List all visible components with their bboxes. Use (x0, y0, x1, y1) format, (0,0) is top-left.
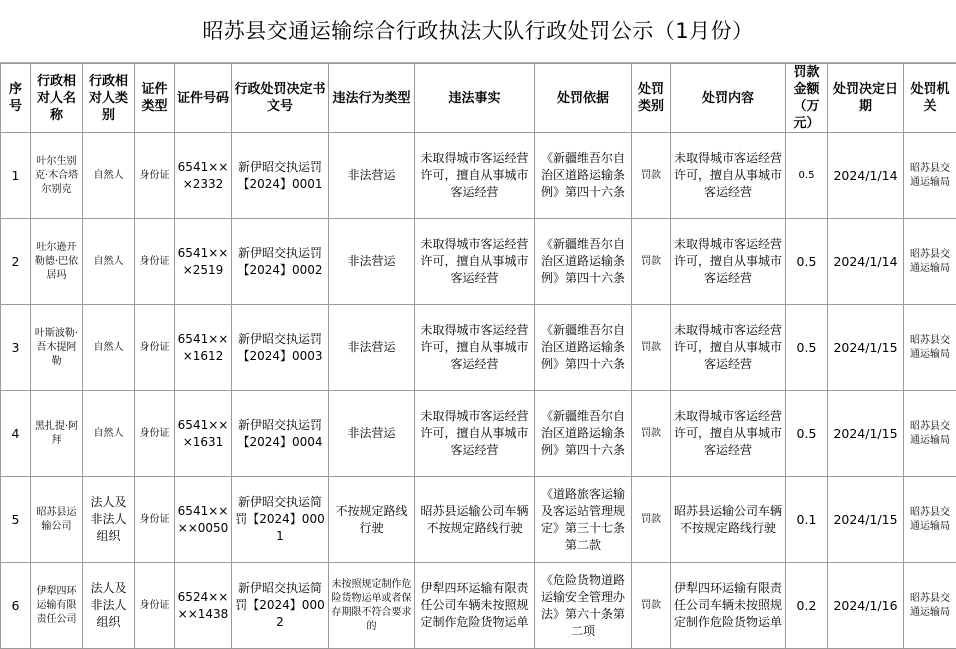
cell-date: 2024/1/16 (828, 563, 904, 649)
col-header-basis: 处罚依据 (535, 64, 632, 133)
table-row (1, 477, 956, 563)
cell-facts: 伊犁四环运输有限责任公司车辆未按照规定制作危险货物运单 (415, 563, 535, 649)
cell-name: 叶斯波勒·吾木提阿勒 (31, 305, 83, 391)
table-body (1, 133, 956, 649)
cell-seq: 5 (1, 477, 31, 563)
cell-facts: 未取得城市客运经营许可，擅自从事城市客运经营 (415, 133, 535, 219)
cell-penalty-content: 未取得城市客运经营许可，擅自从事城市客运经营 (671, 391, 786, 477)
cell-violation-type: 非法营运 (329, 305, 415, 391)
cell-category: 自然人 (83, 219, 135, 305)
table-row (1, 305, 956, 391)
cell-authority: 昭苏县交通运输局 (904, 219, 956, 305)
col-header-seq: 序号 (1, 64, 31, 133)
cell-category: 法人及非法人组织 (83, 563, 135, 649)
cell-id-type: 身份证 (135, 133, 175, 219)
col-header-category: 行政相对人类别 (83, 64, 135, 133)
cell-penalty-type: 罚款 (632, 133, 671, 219)
table-row (1, 133, 956, 219)
table-row (1, 391, 956, 477)
cell-authority: 昭苏县交通运输局 (904, 477, 956, 563)
sheet-title: 昭苏县交通运输综合行政执法大队行政处罚公示（1月份） (0, 0, 956, 63)
col-header-amount: 罚款金额（万元） (786, 64, 828, 133)
cell-penalty-type: 罚款 (632, 477, 671, 563)
cell-seq: 4 (1, 391, 31, 477)
cell-id-type: 身份证 (135, 477, 175, 563)
cell-id-number: 6541×××1631 (175, 391, 232, 477)
cell-penalty-type: 罚款 (632, 391, 671, 477)
cell-date: 2024/1/15 (828, 391, 904, 477)
cell-category: 自然人 (83, 391, 135, 477)
cell-facts: 未取得城市客运经营许可，擅自从事城市客运经营 (415, 391, 535, 477)
cell-id-number: 6541×××2332 (175, 133, 232, 219)
cell-doc-no: 新伊昭交执运罚【2024】0001 (232, 133, 329, 219)
penalty-table (0, 63, 956, 649)
cell-facts: 昭苏县运输公司车辆不按规定路线行驶 (415, 477, 535, 563)
cell-authority: 昭苏县交通运输局 (904, 563, 956, 649)
cell-basis: 《新疆维吾尔自治区道路运输条例》第四十六条 (535, 391, 632, 477)
col-header-date: 处罚决定日期 (828, 64, 904, 133)
cell-basis: 《新疆维吾尔自治区道路运输条例》第四十六条 (535, 219, 632, 305)
cell-amount: 0.5 (786, 219, 828, 305)
cell-date: 2024/1/15 (828, 305, 904, 391)
cell-name: 昭苏县运输公司 (31, 477, 83, 563)
cell-penalty-type: 罚款 (632, 219, 671, 305)
cell-facts: 未取得城市客运经营许可，擅自从事城市客运经营 (415, 219, 535, 305)
cell-date: 2024/1/14 (828, 219, 904, 305)
cell-authority: 昭苏县交通运输局 (904, 305, 956, 391)
cell-violation-type: 不按规定路线行驶 (329, 477, 415, 563)
table-row (1, 563, 956, 649)
cell-penalty-content: 未取得城市客运经营许可，擅自从事城市客运经营 (671, 219, 786, 305)
cell-basis: 《危险货物道路运输安全管理办法》第六十条第二项 (535, 563, 632, 649)
cell-doc-no: 新伊昭交执运罚【2024】0004 (232, 391, 329, 477)
cell-violation-type: 非法营运 (329, 133, 415, 219)
col-header-facts: 违法事实 (415, 64, 535, 133)
cell-penalty-content: 昭苏县运输公司车辆不按规定路线行驶 (671, 477, 786, 563)
col-header-id-number: 证件号码 (175, 64, 232, 133)
cell-facts: 未取得城市客运经营许可，擅自从事城市客运经营 (415, 305, 535, 391)
cell-seq: 2 (1, 219, 31, 305)
cell-violation-type: 未按照规定制作危险货物运单或者保存期限不符合要求的 (329, 563, 415, 649)
cell-id-number: 6541×××2519 (175, 219, 232, 305)
cell-amount: 0.5 (786, 391, 828, 477)
cell-violation-type: 非法营运 (329, 391, 415, 477)
col-header-penalty-content: 处罚内容 (671, 64, 786, 133)
table-row (1, 219, 956, 305)
cell-amount: 0.5 (786, 133, 828, 219)
cell-penalty-type: 罚款 (632, 305, 671, 391)
cell-category: 自然人 (83, 305, 135, 391)
col-header-authority: 处罚机关 (904, 64, 956, 133)
cell-seq: 6 (1, 563, 31, 649)
col-header-doc-no: 行政处罚决定书文号 (232, 64, 329, 133)
cell-violation-type: 非法营运 (329, 219, 415, 305)
cell-amount: 0.2 (786, 563, 828, 649)
cell-basis: 《新疆维吾尔自治区道路运输条例》第四十六条 (535, 133, 632, 219)
cell-name: 伊犁四环运输有限责任公司 (31, 563, 83, 649)
cell-doc-no: 新伊昭交执运罚【2024】0003 (232, 305, 329, 391)
header-row (1, 64, 956, 133)
cell-name: 吐尔逊开勒德·巴依居玛 (31, 219, 83, 305)
cell-penalty-content: 未取得城市客运经营许可，擅自从事城市客运经营 (671, 133, 786, 219)
cell-penalty-content: 未取得城市客运经营许可，擅自从事城市客运经营 (671, 305, 786, 391)
cell-penalty-content: 伊犁四环运输有限责任公司车辆未按照规定制作危险货物运单 (671, 563, 786, 649)
cell-doc-no: 新伊昭交执运罚【2024】0002 (232, 219, 329, 305)
cell-doc-no: 新伊昭交执运简罚【2024】0001 (232, 477, 329, 563)
cell-id-number: 6541××××0050 (175, 477, 232, 563)
cell-authority: 昭苏县交通运输局 (904, 391, 956, 477)
col-header-violation-type: 违法行为类型 (329, 64, 415, 133)
cell-id-type: 身份证 (135, 305, 175, 391)
cell-date: 2024/1/15 (828, 477, 904, 563)
cell-basis: 《新疆维吾尔自治区道路运输条例》第四十六条 (535, 305, 632, 391)
cell-id-type: 身份证 (135, 391, 175, 477)
cell-category: 法人及非法人组织 (83, 477, 135, 563)
cell-category: 自然人 (83, 133, 135, 219)
cell-amount: 0.1 (786, 477, 828, 563)
col-header-penalty-type: 处罚类别 (632, 64, 671, 133)
cell-penalty-type: 罚款 (632, 563, 671, 649)
cell-id-number: 6524××××1438 (175, 563, 232, 649)
col-header-id-type: 证件类型 (135, 64, 175, 133)
cell-name: 叶尔生别克·木合塔尔别克 (31, 133, 83, 219)
cell-id-type: 身份证 (135, 219, 175, 305)
cell-seq: 3 (1, 305, 31, 391)
cell-name: 黑扎提·阿拜 (31, 391, 83, 477)
cell-id-type: 身份证 (135, 563, 175, 649)
cell-basis: 《道路旅客运输及客运站管理规定》第三十七条第二款 (535, 477, 632, 563)
table-header (1, 64, 956, 133)
cell-authority: 昭苏县交通运输局 (904, 133, 956, 219)
cell-seq: 1 (1, 133, 31, 219)
cell-doc-no: 新伊昭交执运简罚【2024】0002 (232, 563, 329, 649)
cell-amount: 0.5 (786, 305, 828, 391)
cell-date: 2024/1/14 (828, 133, 904, 219)
col-header-name: 行政相对人名称 (31, 64, 83, 133)
cell-id-number: 6541×××1612 (175, 305, 232, 391)
